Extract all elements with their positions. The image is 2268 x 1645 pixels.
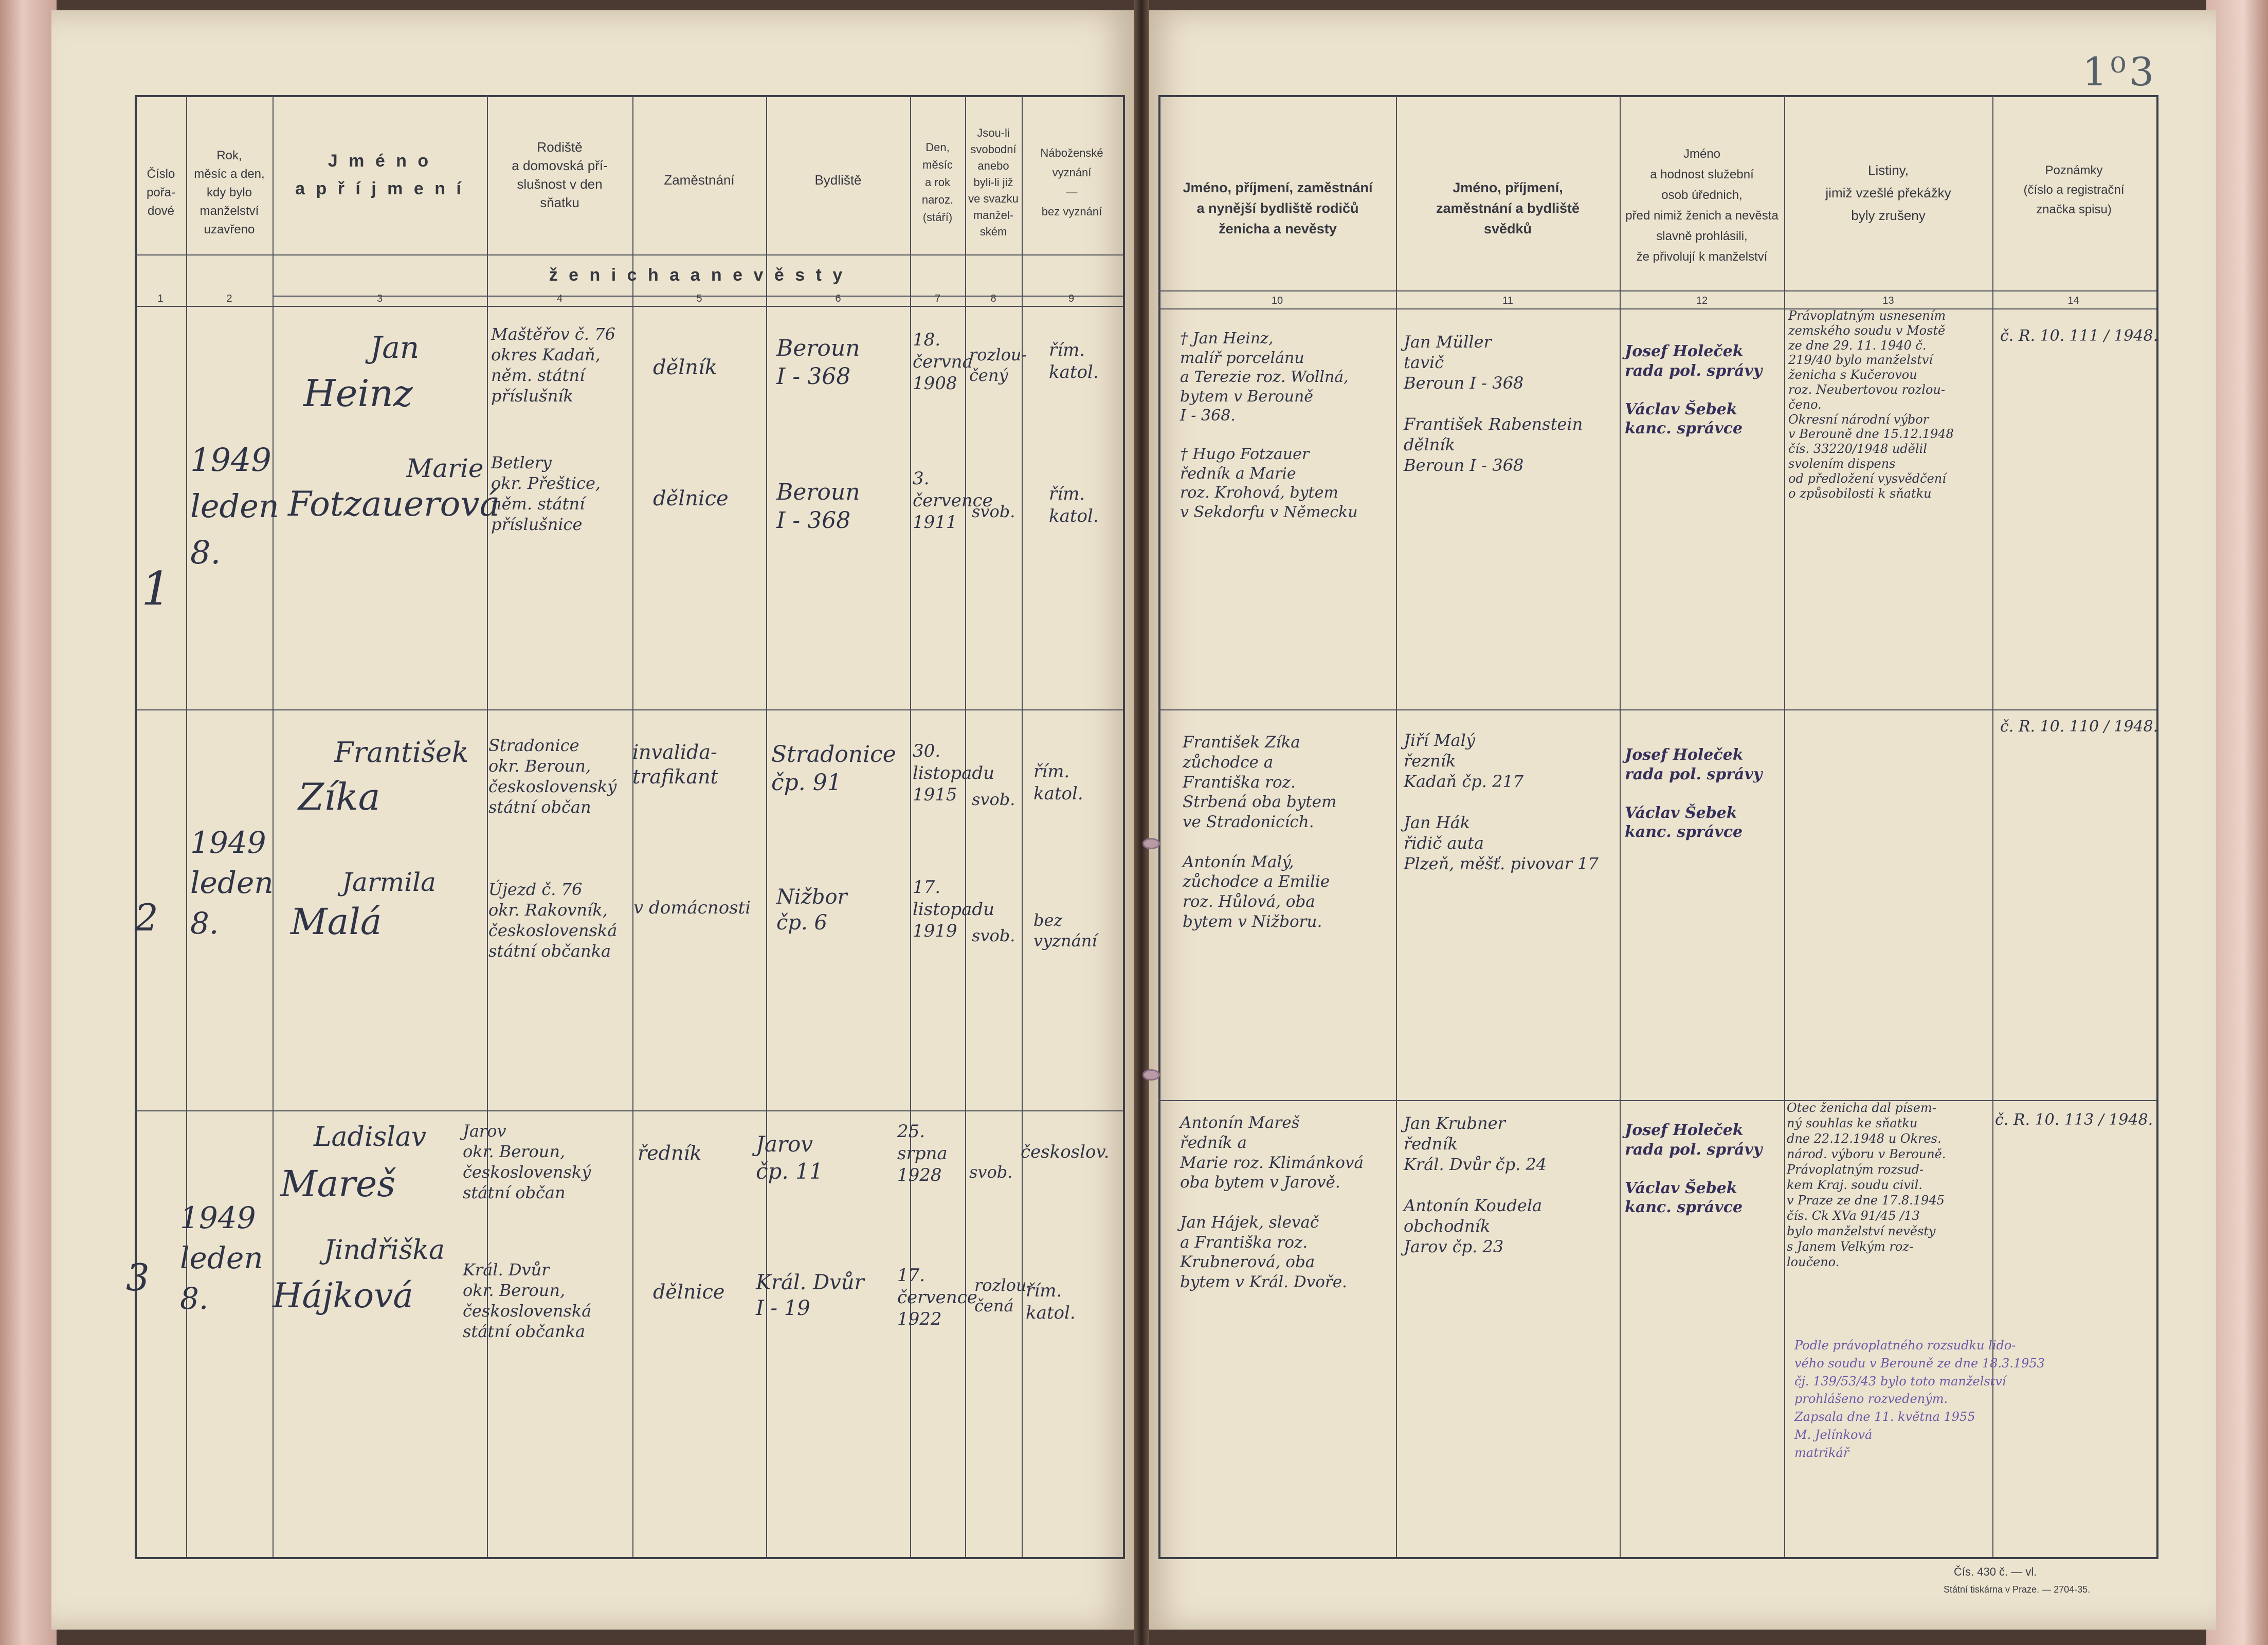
entry1-witnesses: Jan Müller tavič Beroun I - 368 František Rabenstein dělník Beroun I - 368 (1404, 332, 1583, 475)
entry1-official: Josef Holeček rada pol. správy Václav Šebek kanc. správce (1625, 342, 1763, 437)
entry1-groom-first: Jan (370, 330, 420, 365)
entry2-parents: František Zíka zůchodce a Františka roz. Strbená oba bytem ve Stradonicích. Antonín Malý, zůchodce a Emilie roz. Hůlová, oba bytem v Nižboru. (1183, 733, 1337, 931)
entry1-groom-last: Heinz (303, 372, 413, 415)
header-col2: Rok, měsíc a den, kdy bylo manželství uzavřeno (194, 149, 265, 236)
binding-clip-bottom (1142, 1069, 1160, 1081)
col-num-9: 9 (1068, 293, 1075, 304)
entry1-bride-occupation: dělnice (653, 487, 729, 510)
entry3-groom-birthplace: Jarov okr. Beroun, československý státní občan (463, 1121, 591, 1202)
folio-number: 1⁰3 (2082, 49, 2157, 95)
entry3-bride-last: Hájková (273, 1276, 413, 1315)
entry3-groom-first: Ladislav (314, 1122, 427, 1153)
entry1-bride-religion: řím. katol. (1049, 484, 1099, 526)
col-num-2: 2 (226, 293, 232, 304)
entry1-bride-born: 3. července 1911 (913, 468, 993, 533)
entry1-groom-status: rozlou- čený (969, 345, 1027, 385)
col-num-3: 3 (376, 293, 383, 304)
entry3-bride-first: Jindřiška (324, 1235, 445, 1266)
entry2-groom-last: Zíka (298, 775, 380, 818)
entry1-parents: † Jan Heinz, malíř porcelánu a Terezie roz. Wollná, bytem v Berouně I - 368. † Hugo Fotzauer ředník a Marie roz. Krohová, bytem v Sekdorfu v Německu (1180, 330, 1358, 521)
header-col13: Listiny, jimiž vzešlé překážky byly zrušeny (1825, 162, 1951, 223)
entry1-notes: č. R. 10. 111 / 1948. (2000, 327, 2158, 345)
entry3-witnesses: Jan Krubner ředník Král. Dvůr čp. 24 Antonín Koudela obchodník Jarov čp. 23 (1404, 1113, 1547, 1256)
entry1-bride-last: Fotzauerová (288, 484, 500, 524)
entry3-date: 1949 leden 8. (180, 1200, 263, 1316)
header-col1: Číslo pořa- dové (146, 167, 176, 218)
printer-line-1: Čís. 430 č. — vl. (1954, 1565, 2037, 1578)
entry3-bride-status: rozlou- čená (974, 1275, 1032, 1315)
entry3-groom-last: Mareš (280, 1163, 396, 1205)
book-gutter (1134, 0, 1149, 1645)
entry2-bride-residence: Nižbor čp. 6 (776, 885, 847, 935)
entry3-documents: Otec ženicha dal písem- ný souhlas ke sňatku dne 22.12.1948 u Okres. národ. výboru v Berouně. Právoplatným rozsud- kem Kraj. soudu civil. v Praze ze dne 17.8.1945 čís. Ck XVa 91/45 /13 bylo manželství nevěsty s Janem Velkým roz- loučeno. (1787, 1101, 1946, 1269)
entry2-groom-status: svob. (972, 790, 1015, 809)
entry2-bride-birthplace: Újezd č. 76 okr. Rakovník, československá státní občanka (488, 880, 618, 961)
entry2-number: 2 (135, 896, 158, 939)
col-num-8: 8 (990, 293, 996, 304)
entry3-bride-born: 17. července 1922 (897, 1265, 977, 1329)
header-col11: Jméno, příjmení, zaměstnání a bydliště svědků (1436, 180, 1580, 236)
col-num-12: 12 (1696, 295, 1708, 306)
header-col3: J m é n o a p ř í j m e n í (295, 151, 464, 198)
col-num-11: 11 (1502, 295, 1513, 306)
entry3-groom-residence: Jarov čp. 11 (756, 1131, 823, 1184)
entry2-date: 1949 leden 8. (190, 825, 274, 941)
entry1-groom-residence: Beroun I - 368 (776, 335, 860, 390)
col-num-5: 5 (696, 293, 702, 304)
entry2-bride-last: Malá (291, 901, 382, 943)
entry2-official: Josef Holeček rada pol. správy Václav Šebek kanc. správce (1625, 746, 1763, 841)
entry3-groom-born: 25. srpna 1928 (897, 1121, 948, 1185)
entry3-bride-birthplace: Král. Dvůr okr. Beroun, československá státní občanka (463, 1260, 592, 1341)
col-num-13: 13 (1882, 295, 1894, 306)
header-col14: Poznámky (číslo a registrační značka spisu) (2023, 163, 2125, 216)
entry2-bride-status: svob. (972, 926, 1015, 945)
entry3-groom-status: svob. (969, 1162, 1013, 1182)
entry2-bride-born: 17. listopadu 1919 (913, 877, 995, 941)
entry1-bride-first: Marie (406, 453, 484, 483)
col-num-6: 6 (835, 293, 841, 304)
right-row-divider-2 (1158, 1100, 2156, 1101)
col-num-10: 10 (1271, 295, 1283, 306)
entry1-number: 1 (141, 562, 171, 616)
right-row-divider-1 (1158, 709, 2156, 710)
entry1-groom-birthplace: Maštěřov č. 76 okres Kadaň, něm. státní příslušník (491, 324, 615, 406)
entry3-bride-occupation: dělnice (653, 1281, 725, 1303)
col-num-4: 4 (556, 293, 563, 304)
entry1-documents: Právoplatným usnesením zemského soudu v Mostě ze dne 29. 11. 1940 č. 219/40 bylo manželství ženicha s Kučerovou roz. Neubertovou rozlou- čeno. Okresní národní výbor v Berouně dne 15.12.1948 čís. 33220/1948 udělil svolením dispens od předložení vysvědčení o způsobilosti k sňatku (1788, 308, 1954, 501)
entry2-groom-residence: Stradonice čp. 91 (771, 741, 896, 796)
col-num-7: 7 (934, 293, 941, 304)
entry3-bride-religion: řím. katol. (1026, 1281, 1076, 1323)
entry1-date: 1949 leden 8. (190, 441, 279, 571)
entry1-bride-status: svob. (972, 502, 1015, 521)
header-band: ž e n i c h a a n e v ě s t y (549, 265, 846, 285)
header-col4: Rodiště a domovská pří- slušnost v den sňatku (512, 139, 608, 210)
entry3-number: 3 (126, 1256, 150, 1299)
header-col12: Jméno a hodnost služební osob úřednich, před nimiž ženich a nevěsta slavně prohlásili, že přivolují k manželství (1625, 147, 1779, 264)
entry1-groom-religion: řím. katol. (1049, 340, 1099, 382)
entry1-groom-occupation: dělník (653, 356, 717, 379)
entry2-groom-first: František (334, 736, 469, 769)
entry2-witnesses: Jiří Malý řezník Kadaň čp. 217 Jan Hák řidič auta Plzeň, měšť. pivovar 17 (1404, 730, 1599, 873)
book-edge-left (0, 0, 57, 1645)
entry3-bride-residence: Král. Dvůr I - 19 (756, 1271, 864, 1320)
entry2-groom-religion: řím. katol. (1033, 761, 1083, 804)
header-col7: Den, měsíc a rok naroz. (stáří) (921, 141, 954, 224)
entry2-bride-occupation: v domácnosti (633, 898, 751, 918)
left-table-frame (135, 95, 1125, 1559)
printer-line-2: Státní tiskárna v Praze. — 2704-35. (1944, 1584, 2091, 1595)
entry2-groom-born: 30. listopadu 1915 (913, 741, 995, 805)
entry3-groom-religion: českoslov. (1021, 1142, 1110, 1162)
col-num-14: 14 (2067, 295, 2079, 306)
entry3-annotation: Podle právoplatného rozsudku lido- vého soudu v Berouně ze dne 18.3.1953 čj. 139/53/43 bylo toto manželství prohlášeno rozvedeným. Zapsala dne 11. května 1955 M. Jelínková matrikář (1794, 1338, 2045, 1460)
entry1-groom-born: 18. června 1908 (913, 330, 973, 394)
entry2-notes: č. R. 10. 110 / 1948. (2000, 718, 2158, 736)
entry1-bride-birthplace: Betlery okr. Přeštice, něm. státní příslušnice (491, 453, 601, 534)
header-col6: Bydliště (814, 172, 862, 188)
entry3-official: Josef Holeček rada pol. správy Václav Šebek kanc. správce (1625, 1121, 1763, 1216)
header-col10: Jméno, příjmení, zaměstnání a nynější bydliště rodičů ženicha a nevěsty (1183, 180, 1373, 236)
left-row-divider-1 (135, 709, 1123, 710)
entry3-groom-occupation: ředník (638, 1142, 702, 1164)
entry3-notes: č. R. 10. 113 / 1948. (1995, 1111, 2153, 1129)
entry3-parents: Antonín Mareš ředník a Marie roz. Klimánková oba bytem v Jarově. Jan Hájek, slevač a Františka roz. Krubnerová, oba bytem v Král. Dvoře. (1180, 1113, 1364, 1291)
entry2-groom-occupation: invalida- trafikant (632, 741, 718, 788)
left-row-divider-2 (135, 1110, 1123, 1111)
entry1-bride-residence: Beroun I - 368 (776, 479, 860, 534)
binding-clip-top (1142, 838, 1160, 849)
entry2-bride-first: Jarmila (342, 867, 436, 897)
entry2-bride-religion: bez vyznání (1033, 910, 1097, 951)
header-col9: Náboženské vyznání — bez vyznání (1040, 147, 1103, 218)
entry2-groom-birthplace: Stradonice okr. Beroun, československý státní občan (488, 736, 617, 817)
header-col8: Jsou-li svobodní anebo byli-li již ve svazku manžel- ském (968, 126, 1019, 238)
header-col5: Zaměstnání (664, 172, 735, 188)
col-num-1: 1 (157, 293, 164, 304)
